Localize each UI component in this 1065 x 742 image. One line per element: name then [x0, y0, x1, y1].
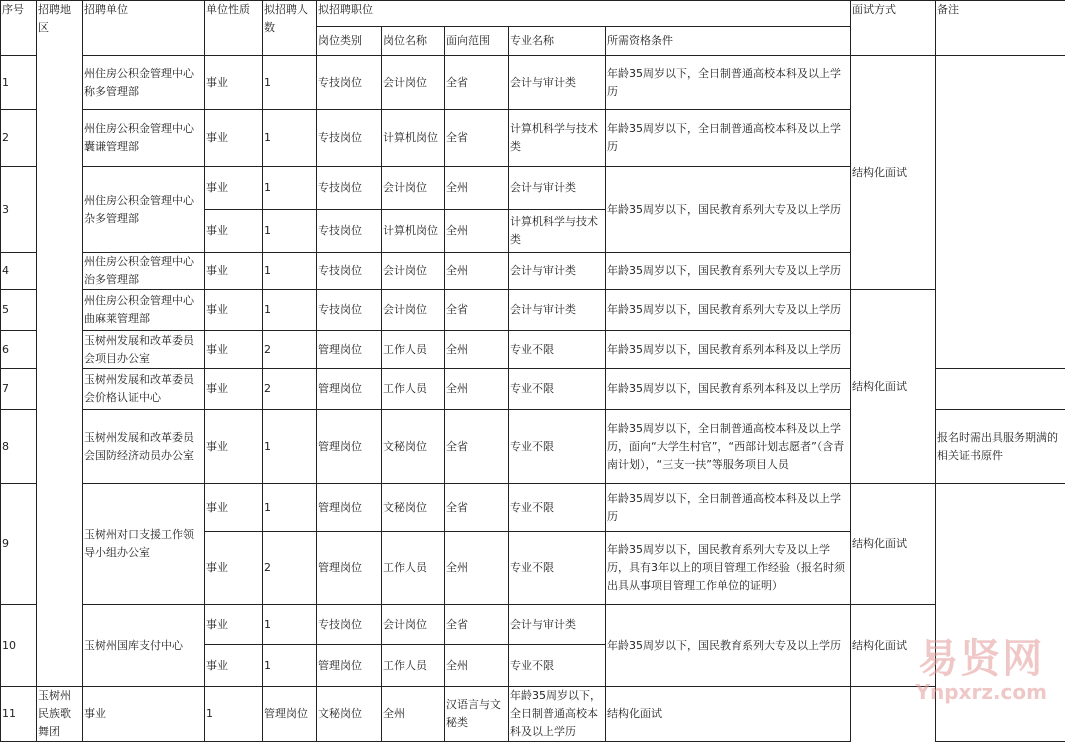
row-category: 专技岗位: [317, 167, 382, 210]
row-no: 1: [1, 56, 37, 110]
row-scope: 全省: [445, 484, 509, 532]
row-no: 7: [1, 369, 37, 410]
row-major: 专业不限: [509, 484, 606, 532]
row-nature: 事业: [205, 484, 263, 532]
row-major: 专业不限: [509, 369, 606, 410]
row-no: 5: [1, 290, 37, 331]
row-req: 年龄35周岁以下，国民教育系列大专及以上学历: [606, 290, 851, 331]
row-post: 计算机岗位: [382, 210, 445, 253]
interview-cell: 结构化面试: [851, 290, 936, 484]
row-nature: 事业: [83, 687, 205, 742]
row-count: 2: [263, 331, 317, 369]
row-post: 工作人员: [382, 532, 445, 605]
row-unit: 州住房公积金管理中心杂多管理部: [83, 167, 205, 253]
header-positions: 拟招聘职位: [317, 1, 851, 27]
row-no: 11: [1, 687, 37, 742]
row-category: 管理岗位: [317, 331, 382, 369]
row-count: 1: [263, 56, 317, 110]
row-count: 1: [263, 167, 317, 210]
table-row: [1, 605, 1065, 645]
header-count: 拟招聘人数: [263, 1, 317, 56]
row-nature: 事业: [205, 532, 263, 605]
row-scope: 全省: [445, 605, 509, 645]
row-no: 3: [1, 167, 37, 253]
row-count: 1: [263, 605, 317, 645]
interview-cell: 结构化面试: [851, 484, 936, 605]
row-category: 管理岗位: [317, 645, 382, 687]
row-post: 工作人员: [382, 369, 445, 410]
interview-cell: 结构化面试: [606, 687, 851, 742]
row-req: 年龄35周岁以下，国民教育系列大专及以上学历，具有3年以上的项目管理工作经验（报名时须出具从事项目管理工作单位的证明）: [606, 532, 851, 605]
row-req: 年龄35周岁以下，全日制普通高校本科及以上学历: [606, 484, 851, 532]
row-major: 专业不限: [509, 331, 606, 369]
row-req: 年龄35周岁以下，国民教育系列本科及以上学历: [606, 369, 851, 410]
row-req: 年龄35周岁以下，国民教育系列大专及以上学历: [606, 605, 851, 687]
row-unit: 玉树州对口支援工作领导小组办公室: [83, 484, 205, 605]
header-post: 岗位名称: [382, 27, 445, 56]
row-post: 文秘岗位: [382, 410, 445, 484]
header-nature: 单位性质: [205, 1, 263, 56]
row-post: 文秘岗位: [382, 484, 445, 532]
row-category: 专技岗位: [317, 110, 382, 167]
row-scope: 全省: [445, 290, 509, 331]
table-row: [1, 484, 1065, 532]
row-scope: 全州: [445, 210, 509, 253]
row-major: 会计与审计类: [509, 56, 606, 110]
row-nature: 事业: [205, 290, 263, 331]
row-no: 4: [1, 253, 37, 290]
table-row: [1, 687, 1065, 742]
header-no: 序号: [1, 1, 37, 56]
header-scope: 面向范围: [445, 27, 509, 56]
interview-cell: 结构化面试: [851, 56, 936, 290]
header-area: 招聘地区: [37, 1, 83, 687]
row-req: 年龄35周岁以下，国民教育系列大专及以上学历: [606, 167, 851, 253]
note-cell: 报名时需出具服务期满的相关证书原件: [936, 410, 1065, 484]
row-scope: 全州: [445, 369, 509, 410]
row-post: 会计岗位: [382, 253, 445, 290]
row-no: 9: [1, 484, 37, 605]
row-post: 工作人员: [382, 331, 445, 369]
header-category: 岗位类别: [317, 27, 382, 56]
header-unit: 招聘单位: [83, 1, 205, 56]
row-count: 1: [205, 687, 263, 742]
row-count: 1: [263, 253, 317, 290]
row-scope: 全州: [445, 645, 509, 687]
row-unit: 玉树州发展和改革委员会国防经济动员办公室: [83, 410, 205, 484]
row-scope: 全州: [382, 687, 445, 742]
header-note: 备注: [936, 1, 1065, 56]
row-major: 汉语言与文秘类: [445, 687, 509, 742]
row-post: 文秘岗位: [317, 687, 382, 742]
row-unit: 玉树州国库支付中心: [83, 605, 205, 687]
watermark-en: Ynpxrz.com: [916, 681, 1047, 703]
row-count: 1: [263, 290, 317, 331]
header-interview: 面试方式: [851, 1, 936, 56]
row-nature: 事业: [205, 605, 263, 645]
row-major: 计算机科学与技术类: [509, 210, 606, 253]
row-req: 年龄35周岁以下，国民教育系列大专及以上学历: [606, 253, 851, 290]
row-count: 2: [263, 369, 317, 410]
row-post: 计算机岗位: [382, 110, 445, 167]
row-req: 年龄35周岁以下，全日制普通高校本科及以上学历: [606, 110, 851, 167]
row-req: 年龄35周岁以下，全日制普通高校本科及以上学历，面向“大学生村官”，“西部计划志愿者”（含青南计划），“三支一扶”等服务项目人员: [606, 410, 851, 484]
row-scope: 全省: [445, 410, 509, 484]
row-scope: 全省: [445, 110, 509, 167]
row-count: 1: [263, 410, 317, 484]
row-count: 1: [263, 484, 317, 532]
row-category: 专技岗位: [317, 253, 382, 290]
row-category: 管理岗位: [263, 687, 317, 742]
row-major: 专业不限: [509, 645, 606, 687]
row-major: 计算机科学与技术类: [509, 110, 606, 167]
row-major: 专业不限: [509, 532, 606, 605]
row-unit: 玉树州民族歌舞团: [37, 687, 83, 742]
header-req: 所需资格条件: [606, 27, 851, 56]
row-nature: 事业: [205, 210, 263, 253]
row-major: 会计与审计类: [509, 290, 606, 331]
row-major: 会计与审计类: [509, 253, 606, 290]
row-nature: 事业: [205, 331, 263, 369]
row-nature: 事业: [205, 253, 263, 290]
row-no: 8: [1, 410, 37, 484]
table-row: [1, 56, 1065, 110]
row-scope: 全省: [445, 56, 509, 110]
row-count: 1: [263, 210, 317, 253]
row-scope: 全州: [445, 253, 509, 290]
row-post: 会计岗位: [382, 56, 445, 110]
note-cell: [936, 484, 1065, 742]
row-category: 专技岗位: [317, 56, 382, 110]
row-unit: 州住房公积金管理中心曲麻莱管理部: [83, 290, 205, 331]
row-category: 管理岗位: [317, 532, 382, 605]
row-nature: 事业: [205, 410, 263, 484]
row-nature: 事业: [205, 56, 263, 110]
note-cell: [936, 56, 1065, 369]
row-major: 会计与审计类: [509, 605, 606, 645]
row-req: 年龄35周岁以下，国民教育系列本科及以上学历: [606, 331, 851, 369]
row-unit: 州住房公积金管理中心治多管理部: [83, 253, 205, 290]
row-post: 会计岗位: [382, 290, 445, 331]
row-no: 2: [1, 110, 37, 167]
row-category: 专技岗位: [317, 290, 382, 331]
row-unit: 玉树州发展和改革委员会项目办公室: [83, 331, 205, 369]
row-post: 工作人员: [382, 645, 445, 687]
row-category: 管理岗位: [317, 484, 382, 532]
row-category: 管理岗位: [317, 369, 382, 410]
row-unit: 州住房公积金管理中心称多管理部: [83, 56, 205, 110]
row-post: 会计岗位: [382, 605, 445, 645]
row-req: 年龄35周岁以下，全日制普通高校本科及以上学历: [606, 56, 851, 110]
interview-cell: 结构化面试: [851, 605, 936, 687]
row-unit: 玉树州发展和改革委员会价格认证中心: [83, 369, 205, 410]
row-nature: 事业: [205, 110, 263, 167]
row-post: 会计岗位: [382, 167, 445, 210]
row-category: 管理岗位: [317, 410, 382, 484]
row-count: 2: [263, 532, 317, 605]
row-category: 专技岗位: [317, 210, 382, 253]
row-unit: 州住房公积金管理中心囊谦管理部: [83, 110, 205, 167]
row-major: 专业不限: [509, 410, 606, 484]
row-scope: 全州: [445, 532, 509, 605]
row-count: 1: [263, 110, 317, 167]
row-req: 年龄35周岁以下，全日制普通高校本科及以上学历: [509, 687, 606, 742]
watermark-cn: 易贤网: [916, 637, 1047, 681]
row-count: 1: [263, 645, 317, 687]
row-no: 10: [1, 605, 37, 687]
row-category: 专技岗位: [317, 605, 382, 645]
row-scope: 全州: [445, 167, 509, 210]
row-nature: 事业: [205, 645, 263, 687]
row-major: 会计与审计类: [509, 167, 606, 210]
row-no: 6: [1, 331, 37, 369]
table-row: [1, 290, 1065, 331]
header-major: 专业名称: [509, 27, 606, 56]
row-scope: 全州: [445, 331, 509, 369]
row-nature: 事业: [205, 167, 263, 210]
row-nature: 事业: [205, 369, 263, 410]
